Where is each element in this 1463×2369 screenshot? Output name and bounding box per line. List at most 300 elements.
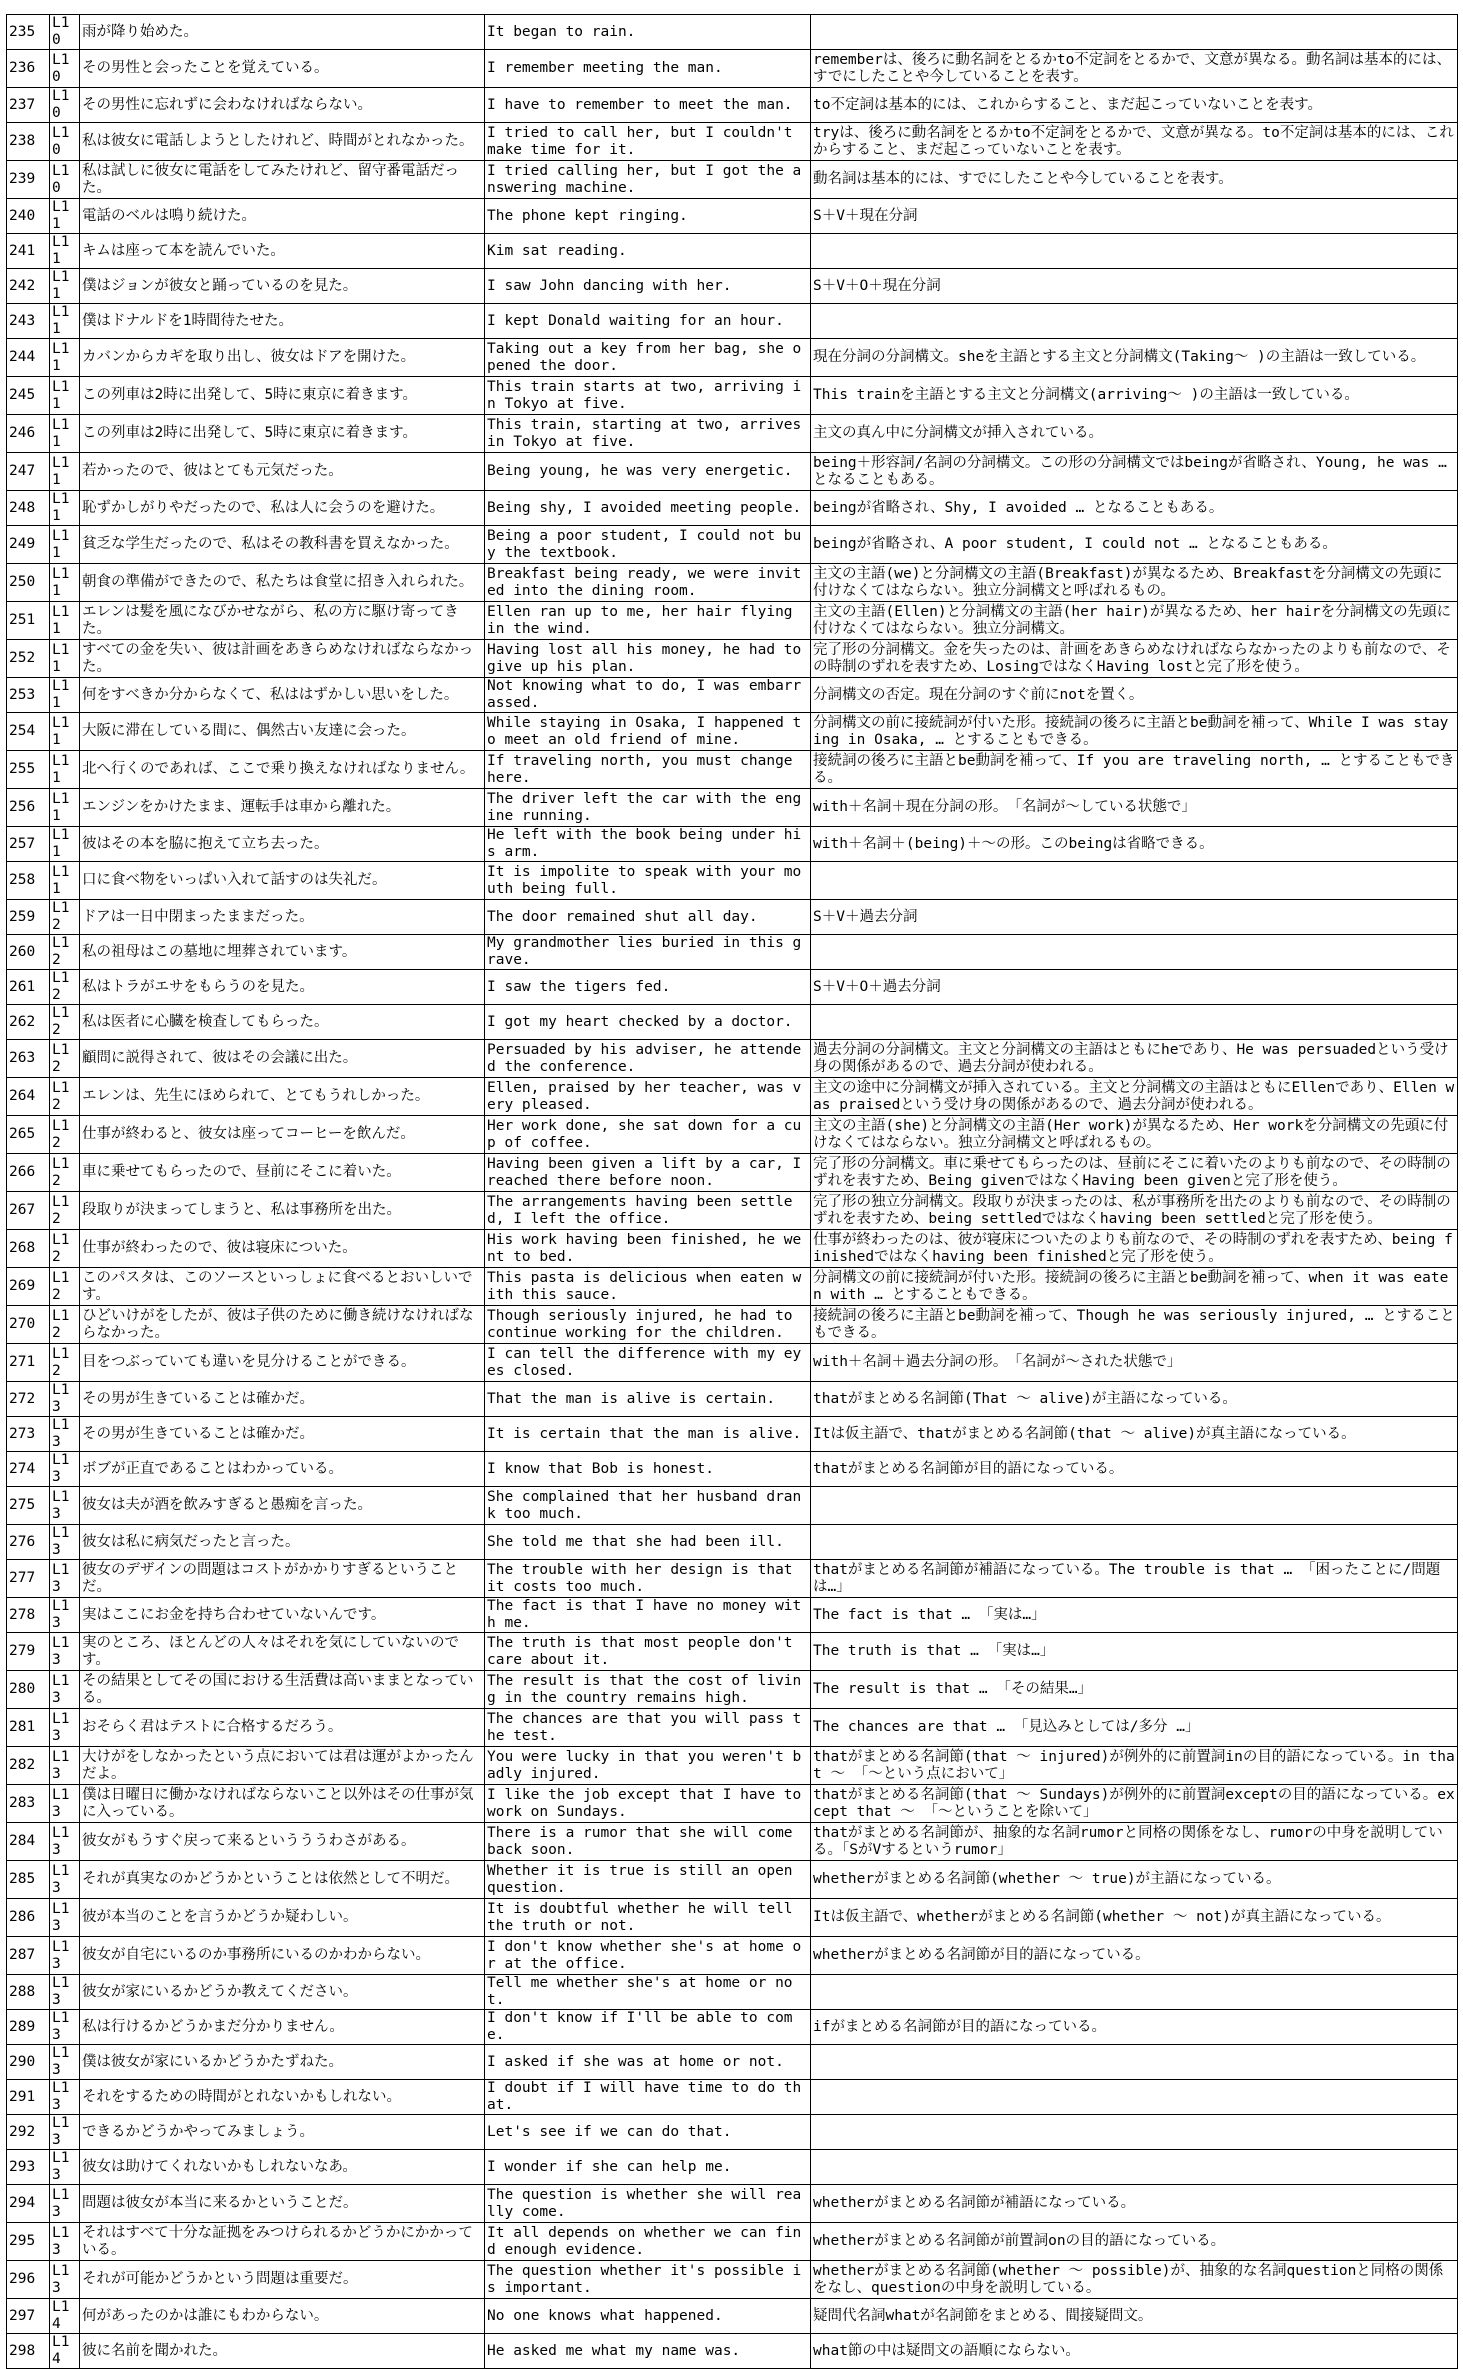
row-number: 236	[7, 50, 50, 88]
table-row	[7, 2299, 1458, 2334]
japanese-sentence: エレンは髪を風になびかせながら、私の方に駆け寄ってきた。	[80, 602, 485, 640]
lesson-code: L14	[50, 2299, 80, 2334]
japanese-sentence: 彼に名前を聞かれた。	[80, 2334, 485, 2369]
lesson-code: L11	[50, 602, 80, 640]
english-sentence: The result is that the cost of living in the country remains high.	[485, 1671, 811, 1709]
table-row	[7, 377, 1458, 415]
table-row	[7, 1785, 1458, 1823]
english-sentence: I don't know if I'll be able to come.	[485, 2010, 811, 2045]
row-number: 251	[7, 602, 50, 640]
row-number: 237	[7, 88, 50, 123]
english-sentence: She told me that she had been ill.	[485, 1525, 811, 1560]
grammar-note: 主文の主語(Ellen)と分詞構文の主語(her hair)が異なるため、her hairを分詞構文の先頭に付けなくてはならない。独立分詞構文。	[811, 602, 1458, 640]
lesson-code: L12	[50, 900, 80, 935]
row-number: 296	[7, 2261, 50, 2299]
grammar-note: thatがまとめる名詞節が、抽象的な名詞rumorと同格の関係をなし、rumorの中身を説明している。「SがVするというrumor」	[811, 1823, 1458, 1861]
table-row	[7, 2150, 1458, 2185]
lesson-code: L11	[50, 827, 80, 862]
english-sentence: I remember meeting the man.	[485, 50, 811, 88]
table-row	[7, 234, 1458, 269]
grammar-note: beingが省略され、A poor student, I could not … となることもある。	[811, 526, 1458, 564]
grammar-note: 完了形の分詞構文。金を失ったのは、計画をあきらめなければならなかったのよりも前なので、その時制のずれを表すため、LosingではなくHaving lostと完了形を使う。	[811, 640, 1458, 678]
grammar-note: ifがまとめる名詞節が目的語になっている。	[811, 2010, 1458, 2045]
english-sentence: That the man is alive is certain.	[485, 1382, 811, 1417]
grammar-note: thatがまとめる名詞節が目的語になっている。	[811, 1452, 1458, 1487]
grammar-note	[811, 1005, 1458, 1040]
table-row	[7, 1154, 1458, 1192]
english-sentence: She complained that her husband drank too much.	[485, 1487, 811, 1525]
lesson-code: L10	[50, 50, 80, 88]
lesson-code: L11	[50, 415, 80, 453]
table-row	[7, 1417, 1458, 1452]
japanese-sentence: それが可能かどうかという問題は重要だ。	[80, 2261, 485, 2299]
lesson-code: L11	[50, 862, 80, 900]
grammar-note: 接続詞の後ろに主語とbe動詞を補って、If you are traveling north, … とすることもできる。	[811, 751, 1458, 789]
japanese-sentence: この列車は2時に出発して、5時に東京に着きます。	[80, 377, 485, 415]
table-row	[7, 1078, 1458, 1116]
grammar-note	[811, 234, 1458, 269]
english-sentence: I saw the tigers fed.	[485, 970, 811, 1005]
japanese-sentence: 仕事が終わると、彼女は座ってコーヒーを飲んだ。	[80, 1116, 485, 1154]
english-sentence: Though seriously injured, he had to continue working for the children.	[485, 1306, 811, 1344]
lesson-code: L12	[50, 1268, 80, 1306]
table-row	[7, 2185, 1458, 2223]
grammar-note: thatがまとめる名詞節(that ～ Sundays)が例外的に前置詞exceptの目的語になっている。except that ～ 「～ということを除いて」	[811, 1785, 1458, 1823]
japanese-sentence: 貧乏な学生だったので、私はその教科書を買えなかった。	[80, 526, 485, 564]
table-row	[7, 1268, 1458, 1306]
table-row	[7, 1671, 1458, 1709]
lesson-code: L13	[50, 1525, 80, 1560]
lesson-code: L12	[50, 1344, 80, 1382]
grammar-note	[811, 2045, 1458, 2080]
grammar-note: 疑問代名詞whatが名詞節をまとめる、間接疑問文。	[811, 2299, 1458, 2334]
lesson-code: L11	[50, 234, 80, 269]
row-number: 255	[7, 751, 50, 789]
japanese-sentence: 僕は彼女が家にいるかどうかたずねた。	[80, 2045, 485, 2080]
lesson-code: L13	[50, 2080, 80, 2115]
lesson-code: L10	[50, 15, 80, 50]
japanese-sentence: このパスタは、このソースといっしょに食べるとおいしいです。	[80, 1268, 485, 1306]
english-sentence: Let's see if we can do that.	[485, 2115, 811, 2150]
row-number: 264	[7, 1078, 50, 1116]
english-sentence: You were lucky in that you weren't badly injured.	[485, 1747, 811, 1785]
row-number: 248	[7, 491, 50, 526]
row-number: 275	[7, 1487, 50, 1525]
lesson-code: L11	[50, 678, 80, 713]
row-number: 235	[7, 15, 50, 50]
table-row	[7, 1861, 1458, 1899]
grammar-note: being＋形容詞/名詞の分詞構文。この形の分詞構文ではbeingが省略され、Young, he was … となることもある。	[811, 453, 1458, 491]
lesson-code: L12	[50, 970, 80, 1005]
table-row	[7, 1823, 1458, 1861]
table-row	[7, 900, 1458, 935]
table-row	[7, 862, 1458, 900]
table-row	[7, 2115, 1458, 2150]
lesson-code: L13	[50, 2223, 80, 2261]
grammar-note: tryは、後ろに動名詞をとるかto不定詞をとるかで、文意が異なる。to不定詞は基本的には、これからすること、まだ起こっていないことを表す。	[811, 123, 1458, 161]
table-row	[7, 678, 1458, 713]
grammar-note: 分詞構文の前に接続詞が付いた形。接続詞の後ろに主語とbe動詞を補って、While I was staying in Osaka, … とすることもできる。	[811, 713, 1458, 751]
lesson-code: L13	[50, 2045, 80, 2080]
japanese-sentence: 仕事が終わったので、彼は寝床についた。	[80, 1230, 485, 1268]
japanese-sentence: この列車は2時に出発して、5時に東京に着きます。	[80, 415, 485, 453]
table-row	[7, 1005, 1458, 1040]
english-sentence: Having lost all his money, he had to give up his plan.	[485, 640, 811, 678]
lesson-code: L12	[50, 1078, 80, 1116]
lesson-code: L14	[50, 2334, 80, 2369]
japanese-sentence: 僕はドナルドを1時間待たせた。	[80, 304, 485, 339]
lesson-code: L13	[50, 2185, 80, 2223]
table-row	[7, 935, 1458, 970]
grammar-note: 分詞構文の前に接続詞が付いた形。接続詞の後ろに主語とbe動詞を補って、when it was eaten with … とすることもできる。	[811, 1268, 1458, 1306]
row-number: 270	[7, 1306, 50, 1344]
english-sentence: I can tell the difference with my eyes closed.	[485, 1344, 811, 1382]
lesson-code: L13	[50, 1823, 80, 1861]
lesson-code: L11	[50, 491, 80, 526]
lesson-code: L13	[50, 1747, 80, 1785]
lesson-code: L13	[50, 1598, 80, 1633]
lesson-code: L12	[50, 1116, 80, 1154]
english-sentence: Being young, he was very energetic.	[485, 453, 811, 491]
table-row	[7, 564, 1458, 602]
english-sentence: No one knows what happened.	[485, 2299, 811, 2334]
grammar-note: 分詞構文の否定。現在分詞のすぐ前にnotを置く。	[811, 678, 1458, 713]
row-number: 287	[7, 1937, 50, 1975]
grammar-note	[811, 1525, 1458, 1560]
table-row	[7, 339, 1458, 377]
row-number: 268	[7, 1230, 50, 1268]
english-sentence: There is a rumor that she will come back soon.	[485, 1823, 811, 1861]
english-sentence: Whether it is true is still an open question.	[485, 1861, 811, 1899]
row-number: 283	[7, 1785, 50, 1823]
row-number: 290	[7, 2045, 50, 2080]
english-sentence: This pasta is delicious when eaten with this sauce.	[485, 1268, 811, 1306]
lesson-code: L13	[50, 1417, 80, 1452]
lesson-code: L13	[50, 1487, 80, 1525]
lesson-code: L12	[50, 1230, 80, 1268]
english-sentence: Being a poor student, I could not buy the textbook.	[485, 526, 811, 564]
english-sentence: I tried to call her, but I couldn't make time for it.	[485, 123, 811, 161]
table-row	[7, 526, 1458, 564]
grammar-note: 現在分詞の分詞構文。sheを主語とする主文と分詞構文(Taking～ )の主語は一致している。	[811, 339, 1458, 377]
grammar-note: rememberは、後ろに動名詞をとるかto不定詞をとるかで、文意が異なる。動名詞は基本的には、すでにしたことや今していることを表す。	[811, 50, 1458, 88]
japanese-sentence: 何をすべきか分からなくて、私ははずかしい思いをした。	[80, 678, 485, 713]
row-number: 243	[7, 304, 50, 339]
table-row	[7, 1230, 1458, 1268]
english-sentence: While staying in Osaka, I happened to meet an old friend of mine.	[485, 713, 811, 751]
table-row	[7, 1192, 1458, 1230]
table-row	[7, 2261, 1458, 2299]
lesson-code: L13	[50, 1899, 80, 1937]
row-number: 279	[7, 1633, 50, 1671]
lesson-code: L12	[50, 1192, 80, 1230]
grammar-note: 主文の主語(we)と分詞構文の主語(Breakfast)が異なるため、Breakfastを分詞構文の先頭に付けなくてはならない。独立分詞構文と呼ばれるもの。	[811, 564, 1458, 602]
row-number: 295	[7, 2223, 50, 2261]
lesson-code: L10	[50, 161, 80, 199]
row-number: 297	[7, 2299, 50, 2334]
lesson-code: L12	[50, 935, 80, 970]
lesson-code: L11	[50, 789, 80, 827]
lesson-code: L13	[50, 1671, 80, 1709]
table-row	[7, 2045, 1458, 2080]
lesson-code: L13	[50, 1633, 80, 1671]
table-row	[7, 640, 1458, 678]
row-number: 276	[7, 1525, 50, 1560]
row-number: 263	[7, 1040, 50, 1078]
grammar-note: 完了形の独立分詞構文。段取りが決まったのは、私が事務所を出たのよりも前なので、その時制のずれを表すため、being settledではなくhaving been settledと完了形を使う。	[811, 1192, 1458, 1230]
row-number: 286	[7, 1899, 50, 1937]
japanese-sentence: 私はトラがエサをもらうのを見た。	[80, 970, 485, 1005]
table-row	[7, 2010, 1458, 2045]
row-number: 260	[7, 935, 50, 970]
table-row	[7, 1975, 1458, 2010]
japanese-sentence: それはすべて十分な証拠をみつけられるかどうかにかかっている。	[80, 2223, 485, 2261]
japanese-sentence: 私は彼女に電話しようとしたけれど、時間がとれなかった。	[80, 123, 485, 161]
grammar-note: S＋V＋O＋過去分詞	[811, 970, 1458, 1005]
row-number: 261	[7, 970, 50, 1005]
table-row	[7, 1937, 1458, 1975]
table-row	[7, 1525, 1458, 1560]
japanese-sentence: 彼はその本を脇に抱えて立ち去った。	[80, 827, 485, 862]
lesson-code: L13	[50, 2150, 80, 2185]
grammar-note: The fact is that … 「実は…」	[811, 1598, 1458, 1633]
english-sentence: The trouble with her design is that it costs too much.	[485, 1560, 811, 1598]
sentence-table	[6, 14, 1458, 2369]
row-number: 294	[7, 2185, 50, 2223]
japanese-sentence: 実のところ、ほとんどの人々はそれを気にしていないのです。	[80, 1633, 485, 1671]
english-sentence: Her work done, she sat down for a cup of coffee.	[485, 1116, 811, 1154]
grammar-note: Itは仮主語で、thatがまとめる名詞節(that ～ alive)が真主語になっている。	[811, 1417, 1458, 1452]
lesson-code: L13	[50, 1382, 80, 1417]
grammar-note: whetherがまとめる名詞節(whether ～ possible)が、抽象的な名詞questionと同格の関係をなし、questionの中身を説明している。	[811, 2261, 1458, 2299]
table-row	[7, 2334, 1458, 2369]
grammar-note: thatがまとめる名詞節(that ～ injured)が例外的に前置詞inの目的語になっている。in that ～ 「～という点において」	[811, 1747, 1458, 1785]
row-number: 246	[7, 415, 50, 453]
grammar-note: whetherがまとめる名詞節が目的語になっている。	[811, 1937, 1458, 1975]
grammar-note: with＋名詞＋過去分詞の形。 「名詞が～された状態で」	[811, 1344, 1458, 1382]
grammar-note: 主文の主語(she)と分詞構文の主語(Her work)が異なるため、Her workを分詞構文の先頭に付けなくてはならない。独立分詞構文と呼ばれるもの。	[811, 1116, 1458, 1154]
table-row	[7, 827, 1458, 862]
row-number: 291	[7, 2080, 50, 2115]
lesson-code: L13	[50, 1975, 80, 2010]
table-row	[7, 199, 1458, 234]
lesson-code: L11	[50, 751, 80, 789]
grammar-note: thatがまとめる名詞節が補語になっている。The trouble is that … 「困ったことに/問題は…」	[811, 1560, 1458, 1598]
english-sentence: It all depends on whether we can find enough evidence.	[485, 2223, 811, 2261]
grammar-note: The result is that … 「その結果…」	[811, 1671, 1458, 1709]
grammar-note	[811, 1487, 1458, 1525]
grammar-note: with＋名詞＋現在分詞の形。 「名詞が～している状態で」	[811, 789, 1458, 827]
row-number: 266	[7, 1154, 50, 1192]
english-sentence: The truth is that most people don't care about it.	[485, 1633, 811, 1671]
table-row	[7, 1452, 1458, 1487]
grammar-note	[811, 935, 1458, 970]
lesson-code: L11	[50, 453, 80, 491]
lesson-code: L11	[50, 199, 80, 234]
table-row	[7, 1598, 1458, 1633]
table-row	[7, 713, 1458, 751]
english-sentence: Taking out a key from her bag, she opened the door.	[485, 339, 811, 377]
lesson-code: L11	[50, 640, 80, 678]
row-number: 288	[7, 1975, 50, 2010]
english-sentence: I wonder if she can help me.	[485, 2150, 811, 2185]
english-sentence: The arrangements having been settled, I left the office.	[485, 1192, 811, 1230]
lesson-code: L11	[50, 377, 80, 415]
row-number: 245	[7, 377, 50, 415]
table-row	[7, 1382, 1458, 1417]
japanese-sentence: すべての金を失い、彼は計画をあきらめなければならなかった。	[80, 640, 485, 678]
table-row	[7, 1116, 1458, 1154]
grammar-note: S＋V＋過去分詞	[811, 900, 1458, 935]
grammar-note: to不定詞は基本的には、これからすること、まだ起こっていないことを表す。	[811, 88, 1458, 123]
row-number: 257	[7, 827, 50, 862]
lesson-code: L11	[50, 304, 80, 339]
row-number: 285	[7, 1861, 50, 1899]
english-sentence: Having been given a lift by a car, I reached there before noon.	[485, 1154, 811, 1192]
table-row	[7, 161, 1458, 199]
japanese-sentence: その男が生きていることは確かだ。	[80, 1417, 485, 1452]
english-sentence: I have to remember to meet the man.	[485, 88, 811, 123]
row-number: 239	[7, 161, 50, 199]
grammar-note: The chances are that … 「見込みとしては/多分 …」	[811, 1709, 1458, 1747]
grammar-note: 完了形の分詞構文。車に乗せてもらったのは、昼前にそこに着いたのよりも前なので、その時制のずれを表すため、Being givenではなくHaving been givenと完了形を使う。	[811, 1154, 1458, 1192]
lesson-code: L11	[50, 564, 80, 602]
japanese-sentence: 大阪に滞在している間に、偶然古い友達に会った。	[80, 713, 485, 751]
table-row	[7, 88, 1458, 123]
grammar-note	[811, 1975, 1458, 2010]
japanese-sentence: それが真実なのかどうかということは依然として不明だ。	[80, 1861, 485, 1899]
english-sentence: The fact is that I have no money with me.	[485, 1598, 811, 1633]
english-sentence: This train starts at two, arriving in Tokyo at five.	[485, 377, 811, 415]
row-number: 242	[7, 269, 50, 304]
english-sentence: The question is whether she will really come.	[485, 2185, 811, 2223]
japanese-sentence: 彼女のデザインの問題はコストがかかりすぎるということだ。	[80, 1560, 485, 1598]
row-number: 256	[7, 789, 50, 827]
japanese-sentence: 僕はジョンが彼女と踊っているのを見た。	[80, 269, 485, 304]
row-number: 254	[7, 713, 50, 751]
english-sentence: My grandmother lies buried in this grave.	[485, 935, 811, 970]
row-number: 250	[7, 564, 50, 602]
english-sentence: I kept Donald waiting for an hour.	[485, 304, 811, 339]
english-sentence: The chances are that you will pass the test.	[485, 1709, 811, 1747]
row-number: 269	[7, 1268, 50, 1306]
row-number: 298	[7, 2334, 50, 2369]
table-row	[7, 1344, 1458, 1382]
table-row	[7, 1487, 1458, 1525]
row-number: 277	[7, 1560, 50, 1598]
grammar-note: This trainを主語とする主文と分詞構文(arriving～ )の主語は一致している。	[811, 377, 1458, 415]
row-number: 278	[7, 1598, 50, 1633]
lesson-code: L13	[50, 1452, 80, 1487]
english-sentence: Ellen ran up to me, her hair flying in the wind.	[485, 602, 811, 640]
english-sentence: It is doubtful whether he will tell the truth or not.	[485, 1899, 811, 1937]
english-sentence: The driver left the car with the engine running.	[485, 789, 811, 827]
english-sentence: His work having been finished, he went to bed.	[485, 1230, 811, 1268]
lesson-code: L11	[50, 269, 80, 304]
table-row	[7, 1040, 1458, 1078]
table-row	[7, 15, 1458, 50]
english-sentence: Persuaded by his adviser, he attended the conference.	[485, 1040, 811, 1078]
row-number: 289	[7, 2010, 50, 2045]
row-number: 258	[7, 862, 50, 900]
grammar-note: whetherがまとめる名詞節が前置詞onの目的語になっている。	[811, 2223, 1458, 2261]
grammar-note: 主文の途中に分詞構文が挿入されている。主文と分詞構文の主語はともにEllenであり、Ellen was praisedという受け身の関係があるので、過去分詞が使われる。	[811, 1078, 1458, 1116]
table-row	[7, 2080, 1458, 2115]
row-number: 262	[7, 1005, 50, 1040]
grammar-note: S＋V＋O＋現在分詞	[811, 269, 1458, 304]
lesson-code: L13	[50, 2115, 80, 2150]
english-sentence: It began to rain.	[485, 15, 811, 50]
table-row	[7, 304, 1458, 339]
grammar-note: The truth is that … 「実は…」	[811, 1633, 1458, 1671]
table-body	[7, 15, 1458, 2369]
grammar-note: beingが省略され、Shy, I avoided … となることもある。	[811, 491, 1458, 526]
row-number: 253	[7, 678, 50, 713]
english-sentence: He left with the book being under his arm.	[485, 827, 811, 862]
japanese-sentence: ひどいけがをしたが、彼は子供のために働き続けなければならなかった。	[80, 1306, 485, 1344]
table-row	[7, 269, 1458, 304]
japanese-sentence: 雨が降り始めた。	[80, 15, 485, 50]
row-number: 238	[7, 123, 50, 161]
grammar-note: thatがまとめる名詞節(That ～ alive)が主語になっている。	[811, 1382, 1458, 1417]
grammar-note	[811, 2115, 1458, 2150]
lesson-code: L13	[50, 1709, 80, 1747]
japanese-sentence: それをするための時間がとれないかもしれない。	[80, 2080, 485, 2115]
japanese-sentence: その結果としてその国における生活費は高いままとなっている。	[80, 1671, 485, 1709]
row-number: 241	[7, 234, 50, 269]
table-row	[7, 751, 1458, 789]
japanese-sentence: 彼が本当のことを言うかどうか疑わしい。	[80, 1899, 485, 1937]
row-number: 244	[7, 339, 50, 377]
japanese-sentence: 段取りが決まってしまうと、私は事務所を出た。	[80, 1192, 485, 1230]
japanese-sentence: 私は試しに彼女に電話をしてみたけれど、留守番電話だった。	[80, 161, 485, 199]
table-row	[7, 789, 1458, 827]
grammar-note: 仕事が終わったのは、彼が寝床についたのよりも前なので、その時制のずれを表すため、being finishedではなくhaving been finishedと完了形を使う。	[811, 1230, 1458, 1268]
grammar-note	[811, 2150, 1458, 2185]
english-sentence: I asked if she was at home or not.	[485, 2045, 811, 2080]
japanese-sentence: ドアは一日中閉まったままだった。	[80, 900, 485, 935]
japanese-sentence: 私は医者に心臓を検査してもらった。	[80, 1005, 485, 1040]
row-number: 282	[7, 1747, 50, 1785]
japanese-sentence: 何があったのかは誰にもわからない。	[80, 2299, 485, 2334]
english-sentence: Being shy, I avoided meeting people.	[485, 491, 811, 526]
grammar-note: 動名詞は基本的には、すでにしたことや今していることを表す。	[811, 161, 1458, 199]
lesson-code: L11	[50, 526, 80, 564]
english-sentence: I saw John dancing with her.	[485, 269, 811, 304]
row-number: 292	[7, 2115, 50, 2150]
japanese-sentence: 彼女は夫が酒を飲みすぎると愚痴を言った。	[80, 1487, 485, 1525]
table-row	[7, 602, 1458, 640]
japanese-sentence: 顧問に説得されて、彼はその会議に出た。	[80, 1040, 485, 1078]
table-row	[7, 123, 1458, 161]
english-sentence: Kim sat reading.	[485, 234, 811, 269]
japanese-sentence: 僕は日曜日に働かなければならないこと以外はその仕事が気に入っている。	[80, 1785, 485, 1823]
row-number: 271	[7, 1344, 50, 1382]
english-sentence: He asked me what my name was.	[485, 2334, 811, 2369]
japanese-sentence: 車に乗せてもらったので、昼前にそこに着いた。	[80, 1154, 485, 1192]
row-number: 272	[7, 1382, 50, 1417]
japanese-sentence: その男性に忘れずに会わなければならない。	[80, 88, 485, 123]
japanese-sentence: 大けがをしなかったという点においては君は運がよかったんだよ。	[80, 1747, 485, 1785]
grammar-note: 主文の真ん中に分詞構文が挿入されている。	[811, 415, 1458, 453]
english-sentence: I got my heart checked by a doctor.	[485, 1005, 811, 1040]
lesson-code: L11	[50, 713, 80, 751]
english-sentence: Not knowing what to do, I was embarrassed.	[485, 678, 811, 713]
japanese-sentence: 電話のベルは鳴り続けた。	[80, 199, 485, 234]
japanese-sentence: その男が生きていることは確かだ。	[80, 1382, 485, 1417]
japanese-sentence: 朝食の準備ができたので、私たちは食堂に招き入れられた。	[80, 564, 485, 602]
japanese-sentence: できるかどうかやってみましょう。	[80, 2115, 485, 2150]
